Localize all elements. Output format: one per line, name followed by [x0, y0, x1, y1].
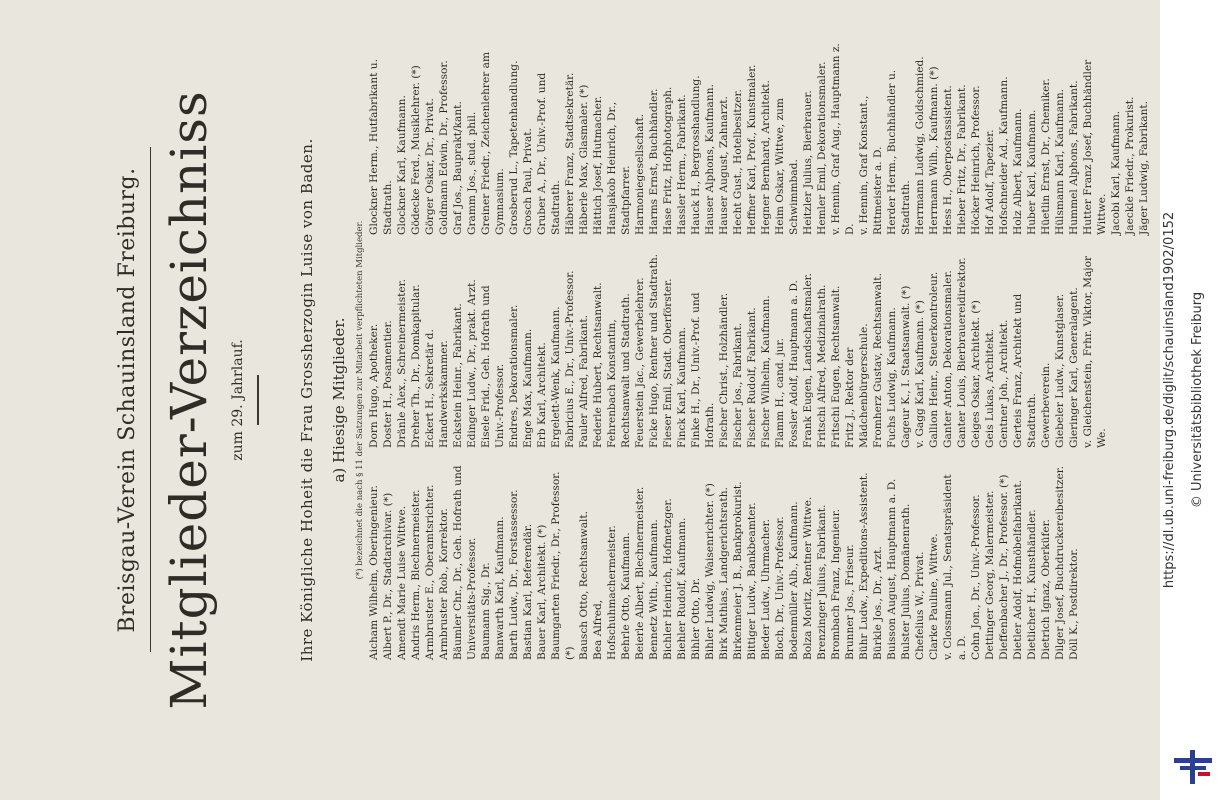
member-entry: Fieser Emil, Stadt. Oberförster. — [662, 278, 674, 448]
member-entry: Heitzler Julius, Bierbrauer. — [802, 90, 814, 235]
footnote: (*) bezeichnet die nach § 11 der Satzungen zur Mitarbeit verpflichteten Mitglieder. — [355, 220, 365, 580]
member-entry: v. Hennin, Graf Aug., Hauptmann z. D. — [830, 43, 856, 235]
member-entry: Bihler Ludwig, Waisenrichter. (*) — [704, 483, 716, 660]
member-entry: Görger Oskar, Dr., Privat. — [424, 98, 436, 235]
member-entry: Glockner Herm., Hutfabrikant u. Stadtrath. — [368, 59, 394, 235]
member-entry: Dilger Josef, Buchdruckereibesitzer. — [1054, 466, 1066, 660]
divider — [150, 147, 151, 652]
member-entry: Bauer Karl, Architekt. (*) — [536, 524, 548, 660]
member-entry: Ficke Hugo, Rentner und Stadtrath. — [648, 253, 660, 448]
member-entry: Grosberud L., Tapetenhandlung. — [508, 60, 520, 235]
member-entry: Bulster Julius, Domänenrath. — [900, 503, 912, 660]
member-entry: Fischer Rudolf, Fabrikant. — [746, 307, 758, 448]
member-entry: Hofschneider Ad., Kaufmann. — [998, 76, 1010, 235]
member-entry: Banwarth Karl, Kaufmann. — [494, 516, 506, 660]
member-entry: Bihler Otto, Dr. — [690, 577, 702, 660]
member-entry: Endres, Dekorationsmaler. — [508, 304, 520, 448]
organization-name: Breisgau-Verein Schauinsland Freiburg. — [115, 167, 140, 633]
member-entry: Beierle Albert, Blechnermeister. — [634, 486, 646, 660]
member-entry: Fabricius E., Dr., Univ.-Professor. — [564, 270, 576, 448]
member-entry: Fischer Christ., Holzhändler. — [718, 292, 730, 448]
member-entry: Bürkle Jos., Dr., Arzt. — [872, 546, 884, 660]
member-entry: Dreher Th., Dr., Domkapitular. — [410, 284, 422, 448]
member-entry: Behrle Otto, Kaufmann. — [620, 532, 632, 660]
member-entry: Gruber A., Dr., Univ.-Prof. und Stadtrath. — [536, 72, 562, 235]
member-entry: Baumann Sig., Dr. — [480, 562, 492, 660]
member-entry: Fritschi Alfred, Medizinalrath. — [816, 284, 828, 448]
member-entry: Fossler Adolf, Hauptmann a. D. — [788, 280, 800, 448]
member-entry: Gentner Joh., Architekt. — [998, 319, 1010, 448]
member-column-3 — [367, 40, 1151, 235]
member-entry: Häberle Max, Glasmaler. (*) — [578, 84, 590, 235]
member-entry: Hauser August, Zahnarzt. — [718, 96, 730, 235]
member-entry: Giebeler Ludw., Kunstglaser. — [1054, 293, 1066, 448]
member-entry: Andris Herm., Blechnermeister. — [410, 489, 422, 660]
member-entry: Fauler Alfred, Fabrikant. — [578, 314, 590, 448]
member-entry: Harms Ernst, Buchhändler. — [648, 88, 660, 235]
member-entry: Bleder Ludw., Uhrmacher. — [760, 519, 772, 660]
member-entry: Dränle Alex., Schreinermeister. — [396, 279, 408, 448]
member-entry: Enge Max, Kaufmann. — [522, 328, 534, 448]
member-entry: Gramm Jos., stud. phil. — [466, 111, 478, 235]
short-divider — [257, 375, 259, 425]
member-entry: v. Clossmann Jul., Senatspräsident a. D. — [942, 474, 968, 660]
member-entry: Geis Lukas, Architekt. — [984, 328, 996, 448]
section-heading: a) Hiesige Mitglieder. — [330, 317, 348, 483]
member-entry: Jäger Ludwig, Fabrikant. — [1138, 100, 1150, 235]
member-entry: Fromherz Gustav, Rechtsanwalt. — [872, 273, 884, 448]
member-entry: Bichler Heinrich, Hofmetzger. — [662, 498, 674, 660]
member-entry: Finke H., Dr., Univ.-Prof. und Hofrath. — [690, 292, 716, 448]
member-entry: Hülsmann Karl, Kaufmann. — [1054, 88, 1066, 235]
member-entry: Bea Alfred, Hofschuhmachermeister. — [592, 525, 618, 660]
member-entry: Grosch Paul, Privat. — [522, 128, 534, 235]
member-entry: Gewerbeverein. — [1040, 362, 1052, 448]
member-entry: Holz Albert, Kaufmann. — [1012, 108, 1024, 235]
member-entry: Chefelius W., Privat. — [914, 551, 926, 660]
member-entry: Eckert H., Sekretär d. Handwerkskammer. — [424, 329, 450, 448]
member-entry: Federle Hubert, Rechtsanwalt. — [592, 282, 604, 448]
member-entry: Dettinger Georg, Malermeister. — [984, 490, 996, 660]
member-entry: Finck Karl, Kaufmann. — [676, 326, 688, 448]
member-entry: Barth Ludw., Dr., Forstassessor. — [508, 489, 520, 660]
member-entry: Dietler Adolf, Hofmöbelfabrikant. — [1012, 479, 1024, 660]
member-entry: Armbruster Rob., Korrektor. — [438, 508, 450, 660]
member-entry: Aicham Wilhelm, Oberingenieur. — [368, 485, 380, 660]
member-entry: Hieber Fritz, Dr., Fabrikant. — [956, 84, 968, 235]
member-entry: Hauser Alphons, Kaufmann. — [704, 84, 716, 235]
document-subtitle: zum 29. Jahrlauf. — [230, 339, 246, 461]
member-entry: Fritz J., Rektor der Mädchenbürgerschule. — [844, 323, 870, 448]
member-entry: Fischer Jos., Fabrikant. — [732, 322, 744, 448]
member-entry: Gallion Heinr., Steuerkontroleur. — [928, 271, 940, 448]
member-entry: Geiges Oskar, Architekt. (*) — [970, 300, 982, 448]
member-entry: Harmoniegesellschaft. — [634, 113, 646, 235]
member-entry: Brombach Franz, Ingenieur. — [830, 509, 842, 660]
member-entry: Goldmann Edwin, Dr., Professor. — [438, 60, 450, 235]
member-entry: Höcker Heinrich, Professor. — [970, 85, 982, 235]
member-entry: Hansjakob Heinrich, Dr., Stadtpfarrer. — [606, 101, 632, 235]
member-entry: Birk Mathias, Landgerichtsrath. — [718, 487, 730, 660]
member-entry: Bühr Ludw., Expeditions-Assistent. — [858, 472, 870, 660]
member-entry: v. Gagg Karl, Kaufmann. (*) — [914, 300, 926, 448]
member-entry: Bloch, Dr., Univ.-Professor. — [774, 516, 786, 660]
member-entry: v. Gleichenstein, Frhr. Viktor, Major We. — [1082, 255, 1108, 448]
member-entry: Hegner Bernhard, Architekt. — [760, 80, 772, 235]
member-entry: Albert P., Dr., Stadtarchivar. (*) — [382, 492, 394, 660]
member-entry: Dietrich Ignaz, Oberküfer. — [1040, 519, 1052, 660]
member-entry: Jaeckle Friedr., Prokurist. — [1124, 96, 1136, 235]
member-entry: Dieffenbacher J., Dr., Professor. (*) — [998, 474, 1010, 660]
member-entry: Heffner Karl, Prof., Kunstmaler. — [746, 64, 758, 235]
member-entry: Hof Adolf, Tapezier. — [984, 129, 996, 235]
member-entry: Armbruster E., Oberamtsrichter. — [424, 484, 436, 660]
member-entry: Heim Oskar, Wittwe, zum Schwimmbad. — [774, 98, 800, 235]
member-entry: Fuchs Ludwig, Kaufmann. — [886, 307, 898, 448]
patron-line: Ihre Königliche Hoheit die Frau Grossherzogin Luise von Baden. — [298, 138, 316, 662]
member-entry: Ganter Anton, Dekorationsmaler. — [942, 270, 954, 448]
member-entry: Gageur K., I. Staatsanwalt. (*) — [900, 285, 912, 448]
member-entry: Herrmann Ludwig, Goldschmied. — [914, 56, 926, 235]
copyright-notice: © Universitätsbibliothek Freiburg — [1190, 291, 1205, 509]
member-entry: Ganter Louis, Bierbrauereidirektor. — [956, 257, 968, 448]
ub-freiburg-logo-icon — [1172, 748, 1214, 786]
document-title: Mitglieder-Verzeichniss — [160, 90, 218, 710]
member-entry: Jacobi Karl, Kaufmann. — [1110, 110, 1122, 235]
member-entry: Dietlicher H., Kunsthändler. — [1026, 509, 1038, 660]
member-entry: Bennetz With., Kaufmann. — [648, 519, 660, 660]
member-entry: Fritschi Eugen, Rechtsanwalt. — [830, 285, 842, 448]
member-entry: Hättich Josef, Hutmacher. — [592, 95, 604, 235]
member-entry: Buisson August, Hauptmann a. D. — [886, 478, 898, 660]
member-entry: Brunner Jos., Friseur. — [844, 544, 856, 660]
source-url[interactable]: https://dl.ub.uni-freiburg.de/diglit/schauinsland1902/0152 — [1162, 211, 1177, 589]
member-entry: Gödecke Ferd., Musiklehrer. (*) — [410, 65, 422, 235]
member-entry: Döll K., Postdirektor. — [1068, 548, 1080, 660]
member-entry: Feuerstein Jac., Gewerbelehrer. — [634, 277, 646, 448]
member-entry: Bausch Otto, Rechtsanwalt. — [578, 510, 590, 660]
member-entry: Herder Herm., Buchhändler u. Stadtrath. — [886, 69, 912, 235]
logo-bar — [1190, 750, 1195, 784]
member-entry: Birkenmeier J. B., Bankprokurist. — [732, 481, 744, 660]
member-entry: Gieringer Karl, Generalagent. — [1068, 287, 1080, 448]
member-entry: Frank Eugen, Landschaftsmaler. — [802, 273, 814, 448]
member-entry: Fehrenbach Konstantin, Rechtsanwalt und Stadtrath. — [606, 293, 632, 448]
member-entry: Herrmann Wilh., Kaufmann. (*) — [928, 66, 940, 235]
member-entry: Hase Fritz, Hofphotograph. — [662, 86, 674, 235]
member-entry: Edinger Ludw., Dr., prakt. Arzt. — [466, 279, 478, 448]
member-entry: Eisele Frid., Geh. Hofrath und Univ.-Professor. — [480, 285, 506, 448]
member-entry: Glockner Karl, Kaufmann. — [396, 95, 408, 235]
member-entry: Brenzinger Julius, Fabrikant. — [816, 504, 828, 660]
member-entry: Bastian Karl, Referendär. — [522, 523, 534, 660]
member-entry: Fischer Wilhelm, Kaufmann. — [760, 295, 772, 448]
member-entry: Hecht Gust., Hotelbesitzer. — [732, 89, 744, 235]
member-entry: Erb Karl, Architekt. — [536, 342, 548, 448]
member-entry: Graf Jos., Bauprakt/kant. — [452, 101, 464, 235]
member-column-2 — [367, 253, 1109, 448]
member-entry: Doster H., Posamentier. — [382, 320, 394, 448]
member-entry: Greiner Friedr., Zeichenlehrer am Gymnasium. — [480, 51, 506, 235]
member-entry: Hutter Franz Josef, Buchhändler Wittwe. — [1082, 59, 1108, 235]
member-entry: Bolza Moritz, Rentner Wittwe. — [802, 496, 814, 660]
member-entry: Cohn Jon., Dr., Univ.-Professor. — [970, 494, 982, 660]
logo-bar — [1198, 772, 1210, 776]
member-entry: Bodenmüller Alb., Kaufmann. — [788, 501, 800, 660]
member-entry: Baumgarten Friedr., Dr., Professor. (*) — [550, 471, 576, 660]
member-entry: Hummel Alphons, Fabrikant. — [1068, 80, 1080, 235]
member-entry: Bittiger Ludw., Bankbeamter. — [746, 502, 758, 660]
member-entry: Dorn Hugo, Apotheker. — [368, 323, 380, 448]
member-entry: Häberer Franz, Stadtsekretär. — [564, 72, 576, 235]
member-entry: Hüetlin Ernst, Dr., Chemiker. — [1040, 78, 1052, 235]
member-column-1 — [367, 465, 1081, 660]
member-entry: Gerteis Franz, Architekt und Stadtrath. — [1012, 293, 1038, 448]
member-entry: Ergelett-Wenk, Kaufmann. — [550, 306, 562, 448]
member-entry: Eckstein Heinr., Fabrikant. — [452, 303, 464, 448]
member-entry: Amendt Marie Luise Wittwe. — [396, 505, 408, 660]
member-entry: Hassler Herm., Fabrikant. — [676, 94, 688, 235]
member-entry: Bäumler Chr., Dr., Geh. Hofrath und Universitäts-Professor. — [452, 465, 478, 660]
member-entry: Hess H., Oberpostassistent. — [942, 85, 954, 235]
member-entry: v. Hennin, Graf Konstant., Rittmeister a. D. — [858, 95, 884, 235]
member-entry: Hemler Emil, Dekorationsmaler. — [816, 61, 828, 235]
member-entry: Flamm H., cand. jur. — [774, 338, 786, 448]
member-entry: Clarke Pauline, Wittwe. — [928, 533, 940, 660]
member-entry: Hauck H., Bergrosshandlung. — [690, 75, 702, 235]
member-entry: Huber Karl, Kaufmann. — [1026, 109, 1038, 235]
member-entry: Biehler Rudolf, Kaufmann. — [676, 517, 688, 660]
